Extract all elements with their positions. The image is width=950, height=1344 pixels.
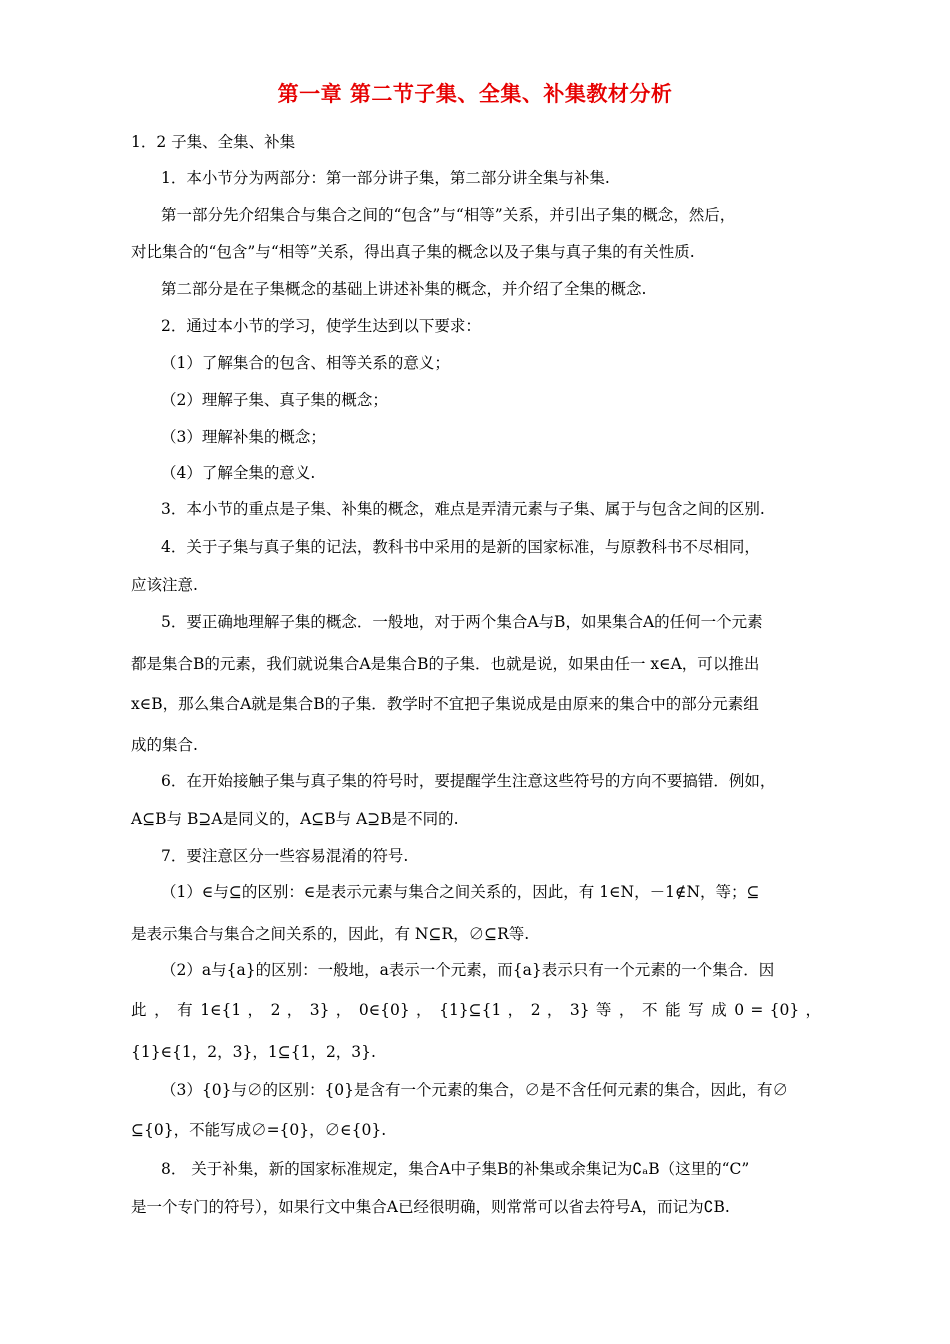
paragraph-line: 4．关于子集与真子集的记法，教科书中采用的是新的国家标准，与原教科书不尽相同， xyxy=(161,538,760,556)
paragraph-line: （3）{0}与∅的区别：{0}是含有一个元素的集合，∅是不含任何元素的集合，因此，有∅ xyxy=(161,1081,789,1099)
list-item: （2）理解子集、真子集的概念； xyxy=(161,391,388,409)
paragraph-line: A⊆B与 B⊇A是同义的，A⊆B与 A⊇B是不同的. xyxy=(131,810,459,828)
paragraph-line: 都是集合B的元素，我们就说集合A是集合B的子集．也就是说，如果由任一 x∈A，可以推出 xyxy=(131,655,760,673)
paragraph-line: 3．本小节的重点是子集、补集的概念，难点是弄清元素与子集、属于与包含之间的区别. xyxy=(161,500,765,518)
paragraph-line: 6．在开始接触子集与真子集的符号时，要提醒学生注意这些符号的方向不要搞错．例如， xyxy=(161,772,776,790)
list-item: （4）了解全集的意义. xyxy=(161,464,316,482)
paragraph-line: 成的集合. xyxy=(131,736,198,754)
paragraph-line: 5．要正确地理解子集的概念．一般地，对于两个集合A与B，如果集合A的任何一个元素 xyxy=(161,613,763,631)
paragraph-line: 第二部分是在子集概念的基础上讲述补集的概念，并介绍了全集的概念. xyxy=(161,280,647,298)
paragraph-line: （2）a与{a}的区别：一般地，a表示一个元素，而{a}表示只有一个元素的一个集合．因 xyxy=(161,961,775,979)
paragraph-line: 第一部分先介绍集合与集合之间的“包含”与“相等”关系，并引出子集的概念，然后， xyxy=(161,206,736,224)
paragraph-line: 7．要注意区分一些容易混淆的符号. xyxy=(161,847,409,865)
page-title: 第一章 第二节子集、全集、补集教材分析 xyxy=(277,82,673,106)
paragraph-line: 此 ， 有 1∈{1 ， 2 ， 3} ， 0∈{0} ， {1}⊆{1 ， 2 ， 3} 等 ， 不 能 写 成 0 = {0} ， xyxy=(131,1001,821,1019)
paragraph-line: （1）∈与⊆的区别：∈是表示元素与集合之间关系的，因此，有 1∈N，－1∉N，等；⊆ xyxy=(161,883,760,901)
section-heading: 1．2 子集、全集、补集 xyxy=(131,133,296,151)
paragraph-line: 应该注意. xyxy=(131,576,198,594)
paragraph-line: 1．本小节分为两部分：第一部分讲子集，第二部分讲全集与补集. xyxy=(161,169,610,187)
paragraph-line: {1}∈{1，2，3}，1⊆{1，2，3}. xyxy=(131,1043,376,1061)
paragraph-line: ⊆{0}，不能写成∅={0}，∅∈{0}. xyxy=(131,1121,387,1139)
paragraph-line: 8． 关于补集，新的国家标准规定，集合A中子集B的补集或余集记为∁ₐB（这里的“C” xyxy=(161,1160,750,1178)
paragraph-line: 是表示集合与集合之间关系的，因此，有 N⊆R，∅⊆R等. xyxy=(131,925,530,943)
list-item: （3）理解补集的概念； xyxy=(161,428,326,446)
paragraph-line: 2．通过本小节的学习，使学生达到以下要求： xyxy=(161,317,481,335)
paragraph-line: x∈B，那么集合A就是集合B的子集．教学时不宜把子集说成是由原来的集合中的部分元素组 xyxy=(131,695,759,713)
paragraph-line: 是一个专门的符号），如果行文中集合A已经很明确，则常常可以省去符号A，而记为∁B. xyxy=(131,1198,730,1216)
paragraph-line: 对比集合的“包含”与“相等”关系，得出真子集的概念以及子集与真子集的有关性质. xyxy=(131,243,695,261)
list-item: （1）了解集合的包含、相等关系的意义； xyxy=(161,354,450,372)
